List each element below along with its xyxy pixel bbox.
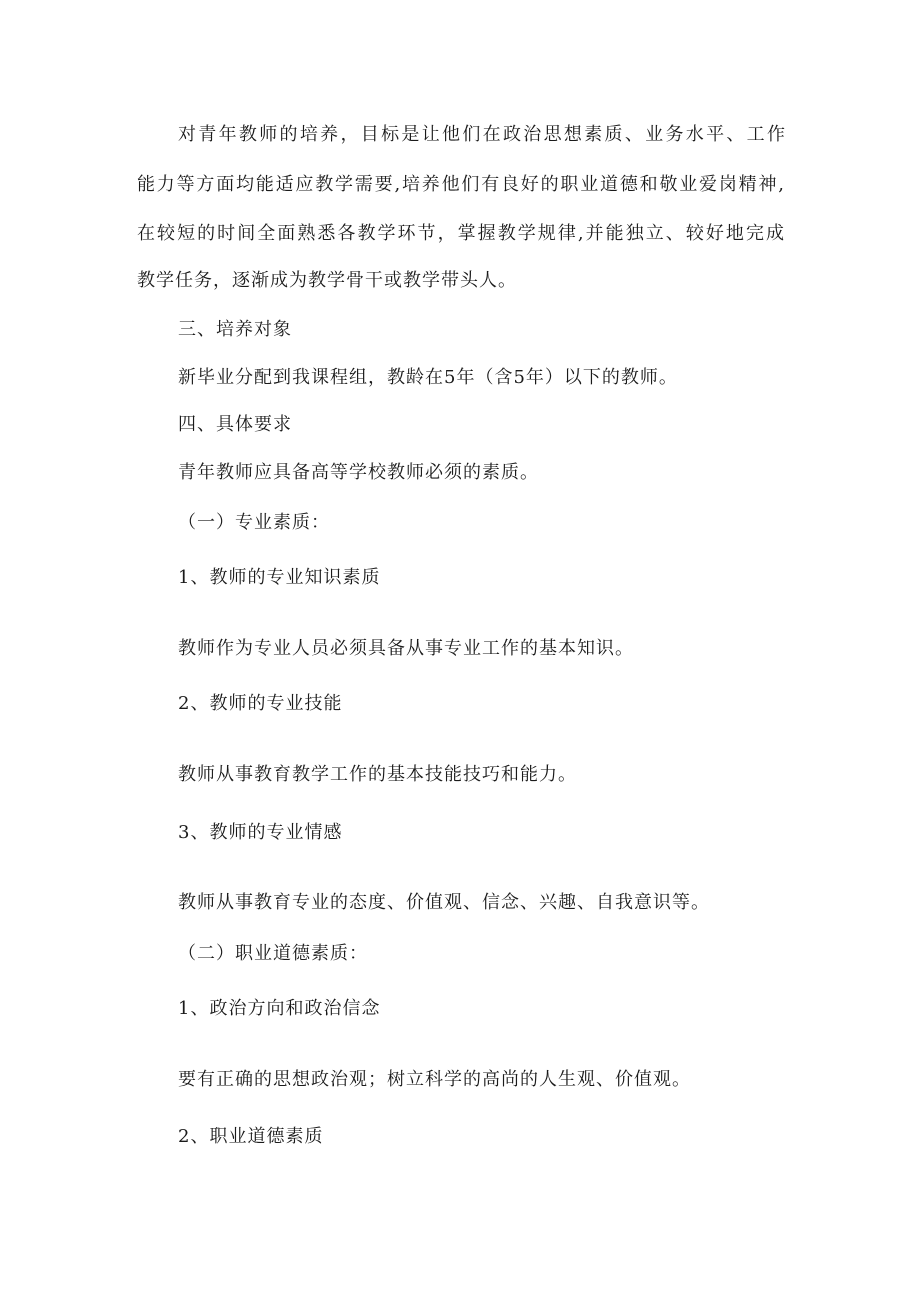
intro-line-2: 能力等方面均能适应教学需要,培养他们有良好的职业道德和敬业爱岗精神,	[137, 174, 785, 195]
item-text: 要有正确的思想政治观；树立科学的高尚的人生观、价值观。	[178, 1069, 691, 1090]
item-title: 1、政治方向和政治信念	[178, 998, 381, 1019]
subsection-heading-professional: （一）专业素质：	[178, 512, 330, 533]
item-text: 教师从事教育专业的态度、价值观、信念、兴趣、自我意识等。	[178, 892, 710, 913]
requirements-intro: 青年教师应具备高等学校教师必须的素质。	[178, 462, 539, 483]
item-title: 3、教师的专业情感	[178, 822, 343, 843]
item-text: 教师从事教育教学工作的基本技能技巧和能力。	[178, 764, 577, 785]
intro-line-3: 在较短的时间全面熟悉各教学环节，掌握教学规律,并能独立、较好地完成	[137, 223, 785, 244]
intro-line-1: 对青年教师的培养，目标是让他们在政治思想素质、业务水平、工作	[178, 124, 786, 145]
section-heading-training-target: 三、培养对象	[178, 319, 292, 340]
training-target-text: 新毕业分配到我课程组，教龄在5年（含5年）以下的教师。	[178, 367, 678, 388]
intro-line-4: 教学任务，逐渐成为教学骨干或教学带头人。	[137, 270, 517, 291]
item-title: 1、教师的专业知识素质	[178, 567, 381, 588]
section-heading-requirements: 四、具体要求	[178, 414, 292, 435]
item-text: 教师作为专业人员必须具备从事专业工作的基本知识。	[178, 638, 634, 659]
subsection-heading-ethics: （二）职业道德素质：	[178, 943, 368, 964]
item-title: 2、职业道德素质	[178, 1126, 324, 1147]
item-title: 2、教师的专业技能	[178, 693, 343, 714]
